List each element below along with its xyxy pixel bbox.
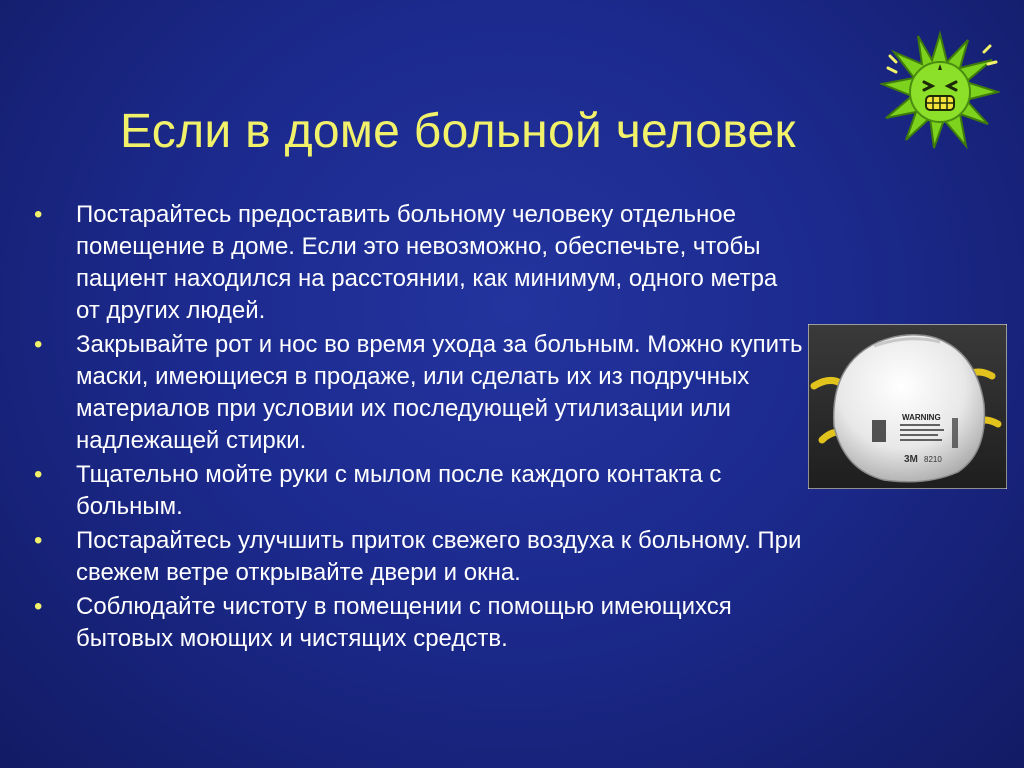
bullet-text: Закрывайте рот и нос во время ухода за больным. Можно купить маски, имеющиеся в продаже, или сделать их из подручных материалов при условии их последующей утилизации или надлежащей стирки. xyxy=(76,331,803,454)
slide-title: Если в доме больной человек xyxy=(120,105,796,158)
bullet-text: Тщательно мойте руки с мылом после каждого контакта с больным. xyxy=(76,461,722,520)
bullet-marker: • xyxy=(34,593,43,620)
list-item xyxy=(34,199,804,327)
list-item xyxy=(34,525,804,589)
bullet-text: Постарайтесь предоставить больному человеку отдельное помещение в доме. Если это невозможно, обеспечьте, чтобы пациент находился на расстоянии, как минимум, одного метра от других людей. xyxy=(76,201,778,324)
bullet-text: Постарайтесь улучшить приток свежего воздуха к больному. При свежем ветре открывайте двери и окна. xyxy=(76,527,802,586)
svg-text:8210: 8210 xyxy=(924,455,942,464)
respirator-mask-photo xyxy=(808,324,1007,489)
svg-text:WARNING: WARNING xyxy=(902,413,941,422)
svg-text:3M: 3M xyxy=(904,454,918,465)
sick-virus-icon xyxy=(880,30,1000,150)
bullet-marker: • xyxy=(34,331,43,358)
virus-body xyxy=(910,62,970,122)
list-item xyxy=(34,329,804,457)
bullet-text: Соблюдайте чистоту в помещении с помощью имеющихся бытовых моющих и чистящих средств. xyxy=(76,593,732,652)
bullet-marker: • xyxy=(34,461,43,488)
list-item xyxy=(34,459,804,523)
bullet-list xyxy=(34,199,804,657)
bullet-marker: • xyxy=(34,201,43,228)
list-item xyxy=(34,591,804,655)
bullet-marker: • xyxy=(34,527,43,554)
